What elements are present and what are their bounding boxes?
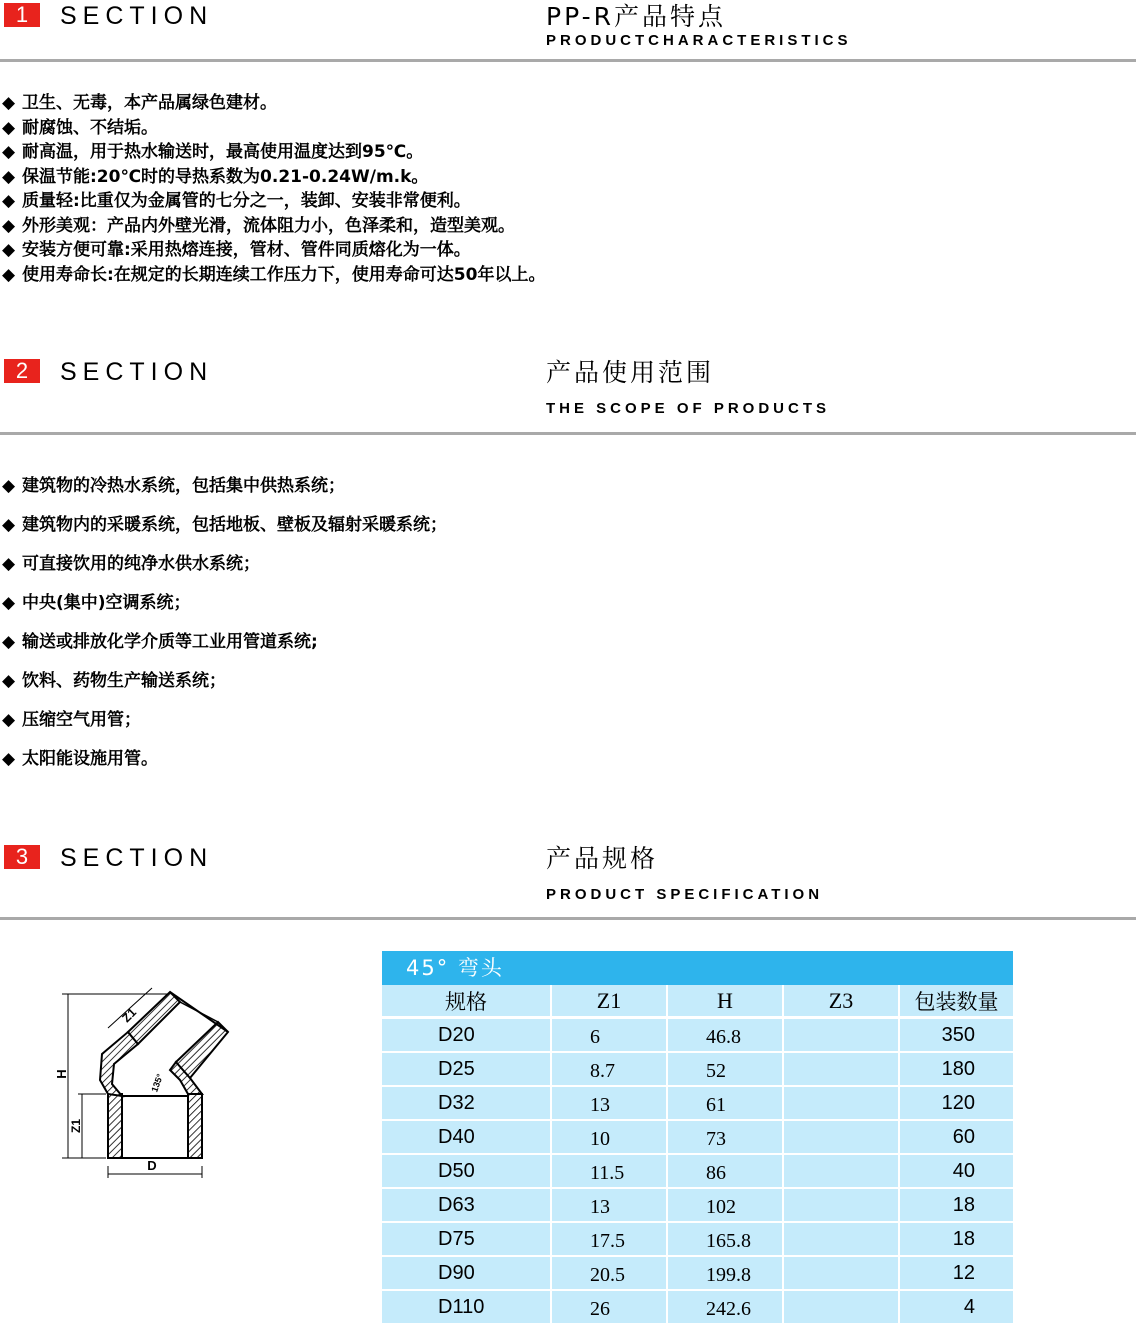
diamond-bullet-icon: ◆ <box>2 93 16 113</box>
scope-list <box>2 471 447 783</box>
diamond-bullet-icon: ◆ <box>2 215 16 236</box>
table-cell: D90 <box>382 1257 550 1291</box>
list-item: ◆ 外形美观：产品内外壁光滑，流体阻力小，色泽柔和，造型美观。 <box>2 215 515 236</box>
table-cell: 199.8 <box>666 1257 782 1291</box>
diamond-bullet-icon: ◆ <box>2 515 16 535</box>
diamond-bullet-icon: ◆ <box>2 554 16 574</box>
list-item: ◆ 安装方便可靠:采用热熔连接，管材、管件同质熔化为一体。 <box>2 240 471 260</box>
spec-table <box>382 951 1013 1325</box>
dimension-h-label: H <box>54 1069 69 1079</box>
table-cell: D25 <box>382 1053 550 1087</box>
table-title: 45° 弯头 <box>382 951 1013 985</box>
table-cell: D50 <box>382 1155 550 1189</box>
table-cell: 17.5 <box>550 1223 666 1257</box>
table-cell <box>782 1121 898 1155</box>
table-cell <box>782 1223 898 1257</box>
table-row <box>382 1155 1013 1189</box>
list-item: ◆ 耐腐蚀、不结垢。 <box>2 117 158 138</box>
list-item: ◆ 保温节能:20℃时的导热系数为0.21-0.24W/m.k。 <box>2 166 429 187</box>
section-title-en: PRODUCTCHARACTERISTICS <box>546 32 852 49</box>
table-cell: 165.8 <box>666 1223 782 1257</box>
table-cell: 350 <box>898 1019 1013 1053</box>
list-item: ◆ 使用寿命长:在规定的长期连续工作压力下，使用寿命可达50年以上。 <box>2 264 546 285</box>
table-cell: 46.8 <box>666 1019 782 1053</box>
diamond-bullet-icon: ◆ <box>2 117 16 138</box>
dimension-d-label: D <box>147 1158 157 1173</box>
diamond-bullet-icon: ◆ <box>2 632 16 652</box>
dimension-z1-top-label: Z1 <box>119 1005 140 1026</box>
section-label: SECTION <box>60 2 214 30</box>
table-row <box>382 1087 1013 1121</box>
table-cell: 26 <box>550 1291 666 1325</box>
characteristics-list <box>2 88 545 284</box>
table-cell: D32 <box>382 1087 550 1121</box>
section-label: SECTION <box>60 358 214 386</box>
diamond-bullet-icon: ◆ <box>2 710 16 730</box>
table-cell: 12 <box>898 1257 1013 1291</box>
table-cell <box>782 1189 898 1223</box>
table-cell: 11.5 <box>550 1155 666 1189</box>
table-cell <box>782 1087 898 1121</box>
column-header: H <box>666 985 782 1019</box>
section-divider <box>0 59 1136 62</box>
diamond-bullet-icon: ◆ <box>2 671 16 691</box>
spec-table-grid <box>382 985 1013 1325</box>
table-cell: 40 <box>898 1155 1013 1189</box>
table-row <box>382 1121 1013 1155</box>
diamond-bullet-icon: ◆ <box>2 191 16 211</box>
section-title-en: THE SCOPE OF PRODUCTS <box>546 400 831 417</box>
table-cell: 6 <box>550 1019 666 1053</box>
column-header: Z1 <box>550 985 666 1019</box>
table-cell: 18 <box>898 1223 1013 1257</box>
list-item: ◆ 建筑物的冷热水系统，包括集中供热系统； <box>2 476 345 496</box>
column-header: 规格 <box>382 985 550 1019</box>
column-header: 包装数量 <box>898 985 1013 1019</box>
table-row <box>382 1257 1013 1291</box>
table-cell: 13 <box>550 1087 666 1121</box>
table-row <box>382 1291 1013 1325</box>
section-number: 2 <box>4 359 40 383</box>
list-item: ◆ 输送或排放化学介质等工业用管道系统; <box>2 632 318 652</box>
table-cell <box>782 1257 898 1291</box>
diamond-bullet-icon: ◆ <box>2 240 16 260</box>
table-cell: D75 <box>382 1223 550 1257</box>
table-row <box>382 1223 1013 1257</box>
table-cell: 180 <box>898 1053 1013 1087</box>
section-title-cn: PP-R产品特点 <box>546 2 726 31</box>
elbow-45-diagram <box>48 988 248 1188</box>
table-cell: 120 <box>898 1087 1013 1121</box>
list-item: ◆ 中央(集中)空调系统； <box>2 593 191 613</box>
dimension-z1-label: Z1 <box>69 1118 83 1134</box>
list-item: ◆ 可直接饮用的纯净水供水系统； <box>2 554 260 574</box>
table-cell: D20 <box>382 1019 550 1053</box>
table-body <box>382 1019 1013 1325</box>
table-header-row <box>382 985 1013 1019</box>
table-cell <box>782 1155 898 1189</box>
table-cell <box>782 1019 898 1053</box>
diamond-bullet-icon: ◆ <box>2 749 16 769</box>
table-cell <box>782 1053 898 1087</box>
section-divider <box>0 432 1136 435</box>
list-item: ◆ 压缩空气用管； <box>2 710 141 730</box>
table-cell: 8.7 <box>550 1053 666 1087</box>
list-item: ◆ 太阳能设施用管。 <box>2 749 158 769</box>
table-cell: 242.6 <box>666 1291 782 1325</box>
table-cell: 52 <box>666 1053 782 1087</box>
section-label: SECTION <box>60 844 214 872</box>
table-cell: 102 <box>666 1189 782 1223</box>
table-cell: D40 <box>382 1121 550 1155</box>
table-cell: 10 <box>550 1121 666 1155</box>
table-row <box>382 1053 1013 1087</box>
list-item: ◆ 卫生、无毒，本产品属绿色建材。 <box>2 93 277 113</box>
column-header: Z3 <box>782 985 898 1019</box>
table-row <box>382 1019 1013 1053</box>
table-cell: 73 <box>666 1121 782 1155</box>
section-title-en: PRODUCT SPECIFICATION <box>546 886 824 903</box>
table-cell: 61 <box>666 1087 782 1121</box>
table-cell <box>782 1291 898 1325</box>
diamond-bullet-icon: ◆ <box>2 264 16 285</box>
table-cell: 86 <box>666 1155 782 1189</box>
table-cell: D110 <box>382 1291 550 1325</box>
section-title-cn: 产品使用范围 <box>546 358 715 387</box>
table-cell: 60 <box>898 1121 1013 1155</box>
list-item: ◆ 建筑物内的采暖系统，包括地板、壁板及辐射采暖系统； <box>2 515 447 535</box>
diamond-bullet-icon: ◆ <box>2 593 16 613</box>
section-number: 1 <box>4 3 40 27</box>
table-cell: D63 <box>382 1189 550 1223</box>
list-item: ◆ 耐高温，用于热水输送时，最高使用温度达到95℃。 <box>2 142 424 162</box>
table-cell: 20.5 <box>550 1257 666 1291</box>
diamond-bullet-icon: ◆ <box>2 476 16 496</box>
list-item: ◆ 饮料、药物生产输送系统； <box>2 671 226 691</box>
section-divider <box>0 917 1136 920</box>
section-number: 3 <box>4 845 40 869</box>
table-cell: 13 <box>550 1189 666 1223</box>
section-title-cn: 产品规格 <box>546 844 659 873</box>
table-row <box>382 1189 1013 1223</box>
diamond-bullet-icon: ◆ <box>2 166 16 187</box>
list-item: ◆ 质量轻:比重仅为金属管的七分之一，装卸、安装非常便利。 <box>2 191 471 211</box>
table-cell: 18 <box>898 1189 1013 1223</box>
angle-label: 135° <box>149 1072 166 1094</box>
table-cell: 4 <box>898 1291 1013 1325</box>
diamond-bullet-icon: ◆ <box>2 142 16 162</box>
